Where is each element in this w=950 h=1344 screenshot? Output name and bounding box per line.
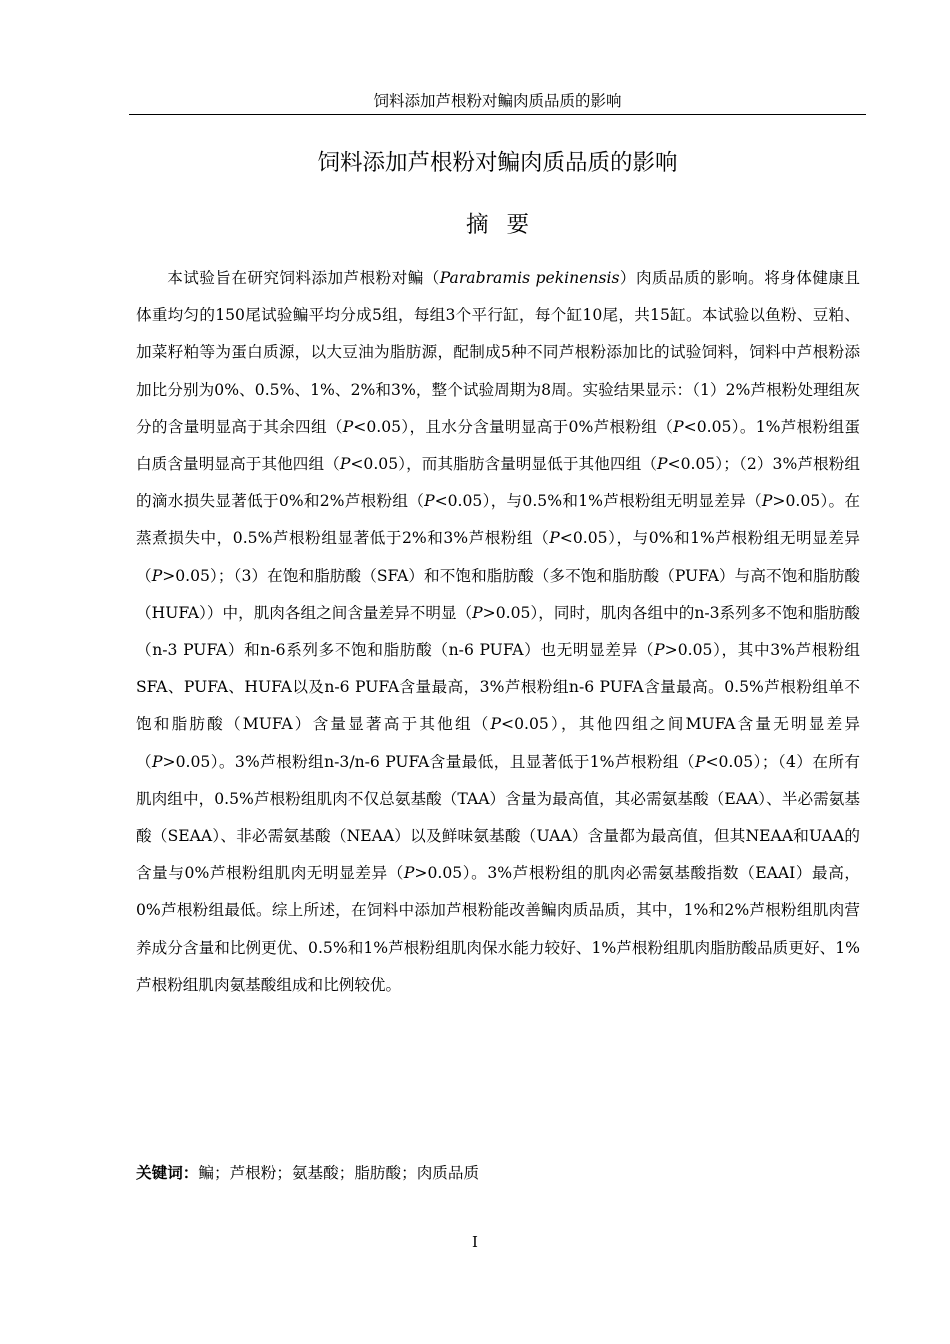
keywords-label: 关键词： — [136, 1163, 199, 1182]
p-value-symbol: P — [339, 455, 351, 474]
abstract-text: <0.05）；（2）3%芦根粉组的滴水损失显著低于0%和2%芦根粉组（ — [136, 455, 860, 511]
p-value-symbol: P — [342, 417, 354, 436]
p-value-symbol: P — [549, 529, 560, 548]
p-value-symbol: P — [151, 566, 163, 585]
abstract-text: <0.05），与0%和1%芦根粉组无明显差异（ — [136, 529, 861, 585]
p-value-symbol: P — [654, 641, 665, 660]
p-value-symbol: P — [673, 417, 684, 436]
p-value-symbol: P — [472, 603, 483, 622]
p-value-symbol: P — [403, 864, 415, 883]
p-value-symbol: P — [657, 455, 668, 474]
abstract-text: >0.05）。3%芦根粉组的肌肉必需氨基酸指数（EAAI）最高，0%芦根粉组最低。综上所述，在饲料中添加芦根粉能改善鳊肉质品质，其中，1%和2%芦根粉组肌肉营养成分含量和比例更优、0.5%和1%芦根粉组肌肉保水能力较好、1%芦根粉组肌肉脂肪酸品质更好、1%芦根粉组肌肉氨基酸组成和比例较优。 — [136, 864, 860, 994]
abstract-text: <0.05），且水分含量明显高于0%芦根粉组（ — [353, 417, 674, 436]
p-value-symbol: P — [761, 492, 773, 511]
document-title: 饲料添加芦根粉对鳊肉质品质的影响 — [317, 150, 678, 176]
p-value-symbol: P — [490, 715, 502, 734]
abstract-text: <0.05）。1%芦根粉组蛋白质含量明显高于其他四组（ — [136, 417, 860, 474]
p-value-symbol: P — [424, 492, 435, 511]
abstract-text: 本试验旨在研究饲料添加芦根粉对鳊（ — [167, 269, 440, 287]
abstract-paragraph — [136, 260, 860, 1004]
abstract-text: <0.05），与0.5%和1%芦根粉组无明显差异（ — [434, 492, 762, 511]
abstract-text: >0.05），其中3%芦根粉组SFA、PUFA、HUFA以及n-6 PUFA含量最高，3%芦根粉组n-6 PUFA含量最高。0.5%芦根粉组单不饱和脂肪酸（MUFA）含量显著高于其他组（ — [136, 641, 860, 734]
abstract-text: <0.05），而其脂肪含量明显低于其他四组（ — [350, 455, 658, 474]
abstract-text: >0.05）。3%芦根粉组n-3/n-6 PUFA含量最低，且显著低于1%芦根粉组（ — [162, 752, 695, 771]
page-number: I — [472, 1233, 478, 1251]
abstract-heading: 摘要 — [465, 212, 547, 238]
abstract-text: >0.05）。在蒸煮损失中，0.5%芦根粉组显著低于2%和3%芦根粉组（ — [136, 492, 860, 548]
keywords-list: 鳊；芦根粉；氨基酸；脂肪酸；肉质品质 — [198, 1164, 480, 1182]
p-value-symbol: P — [152, 752, 163, 771]
abstract-text: <0.05）；（4）在所有肌肉组中，0.5%芦根粉组肌肉不仅总氨基酸（TAA）含量为最高值，其必需氨基酸（EAA）、半必需氨基酸（SEAA）、非必需氨基酸（NEAA）以及鲜味氨基酸（UAA）含量都为最高值，但其NEAA和UAA的含量与0%芦根粉组肌肉无明显差异（ — [136, 752, 860, 883]
abstract-text: ）肉质品质的影响。将身体健康且体重均匀的150尾试验鳊平均分成5组，每组3个平行缸，每个缸10尾，共15缸。本试验以鱼粉、豆粕、加菜籽粕等为蛋白质源，以大豆油为脂肪源，配制成5种不同芦根粉添加比的试验饲料，饲料中芦根粉添加比分别为0%、0.5%、1%、2%和3%，整个试验周期为8周。实验结果显示：（1）2%芦根粉处理组灰分的含量明显高于其余四组（ — [136, 269, 860, 436]
running-header: 饲料添加芦根粉对鳊肉质品质的影响 — [373, 92, 622, 110]
abstract-text: >0.05），同时，肌肉各组中的n-3系列多不饱和脂肪酸（n-3 PUFA）和n-6系列多不饱和脂肪酸（n-6 PUFA）也无明显差异（ — [136, 603, 860, 660]
species-name: Parabramis pekinensis — [439, 269, 620, 287]
header-divider — [129, 114, 866, 115]
keywords-line — [136, 1154, 860, 1192]
abstract-text: >0.05）；（3）在饱和脂肪酸（SFA）和不饱和脂肪酸（多不饱和脂肪酸（PUFA）与高不饱和脂肪酸（HUFA））中，肌肉各组之间含量差异不明显（ — [136, 566, 860, 622]
p-value-symbol: P — [694, 752, 706, 771]
abstract-text: <0.05），其他四组之间MUFA含量无明显差异（ — [136, 715, 860, 771]
